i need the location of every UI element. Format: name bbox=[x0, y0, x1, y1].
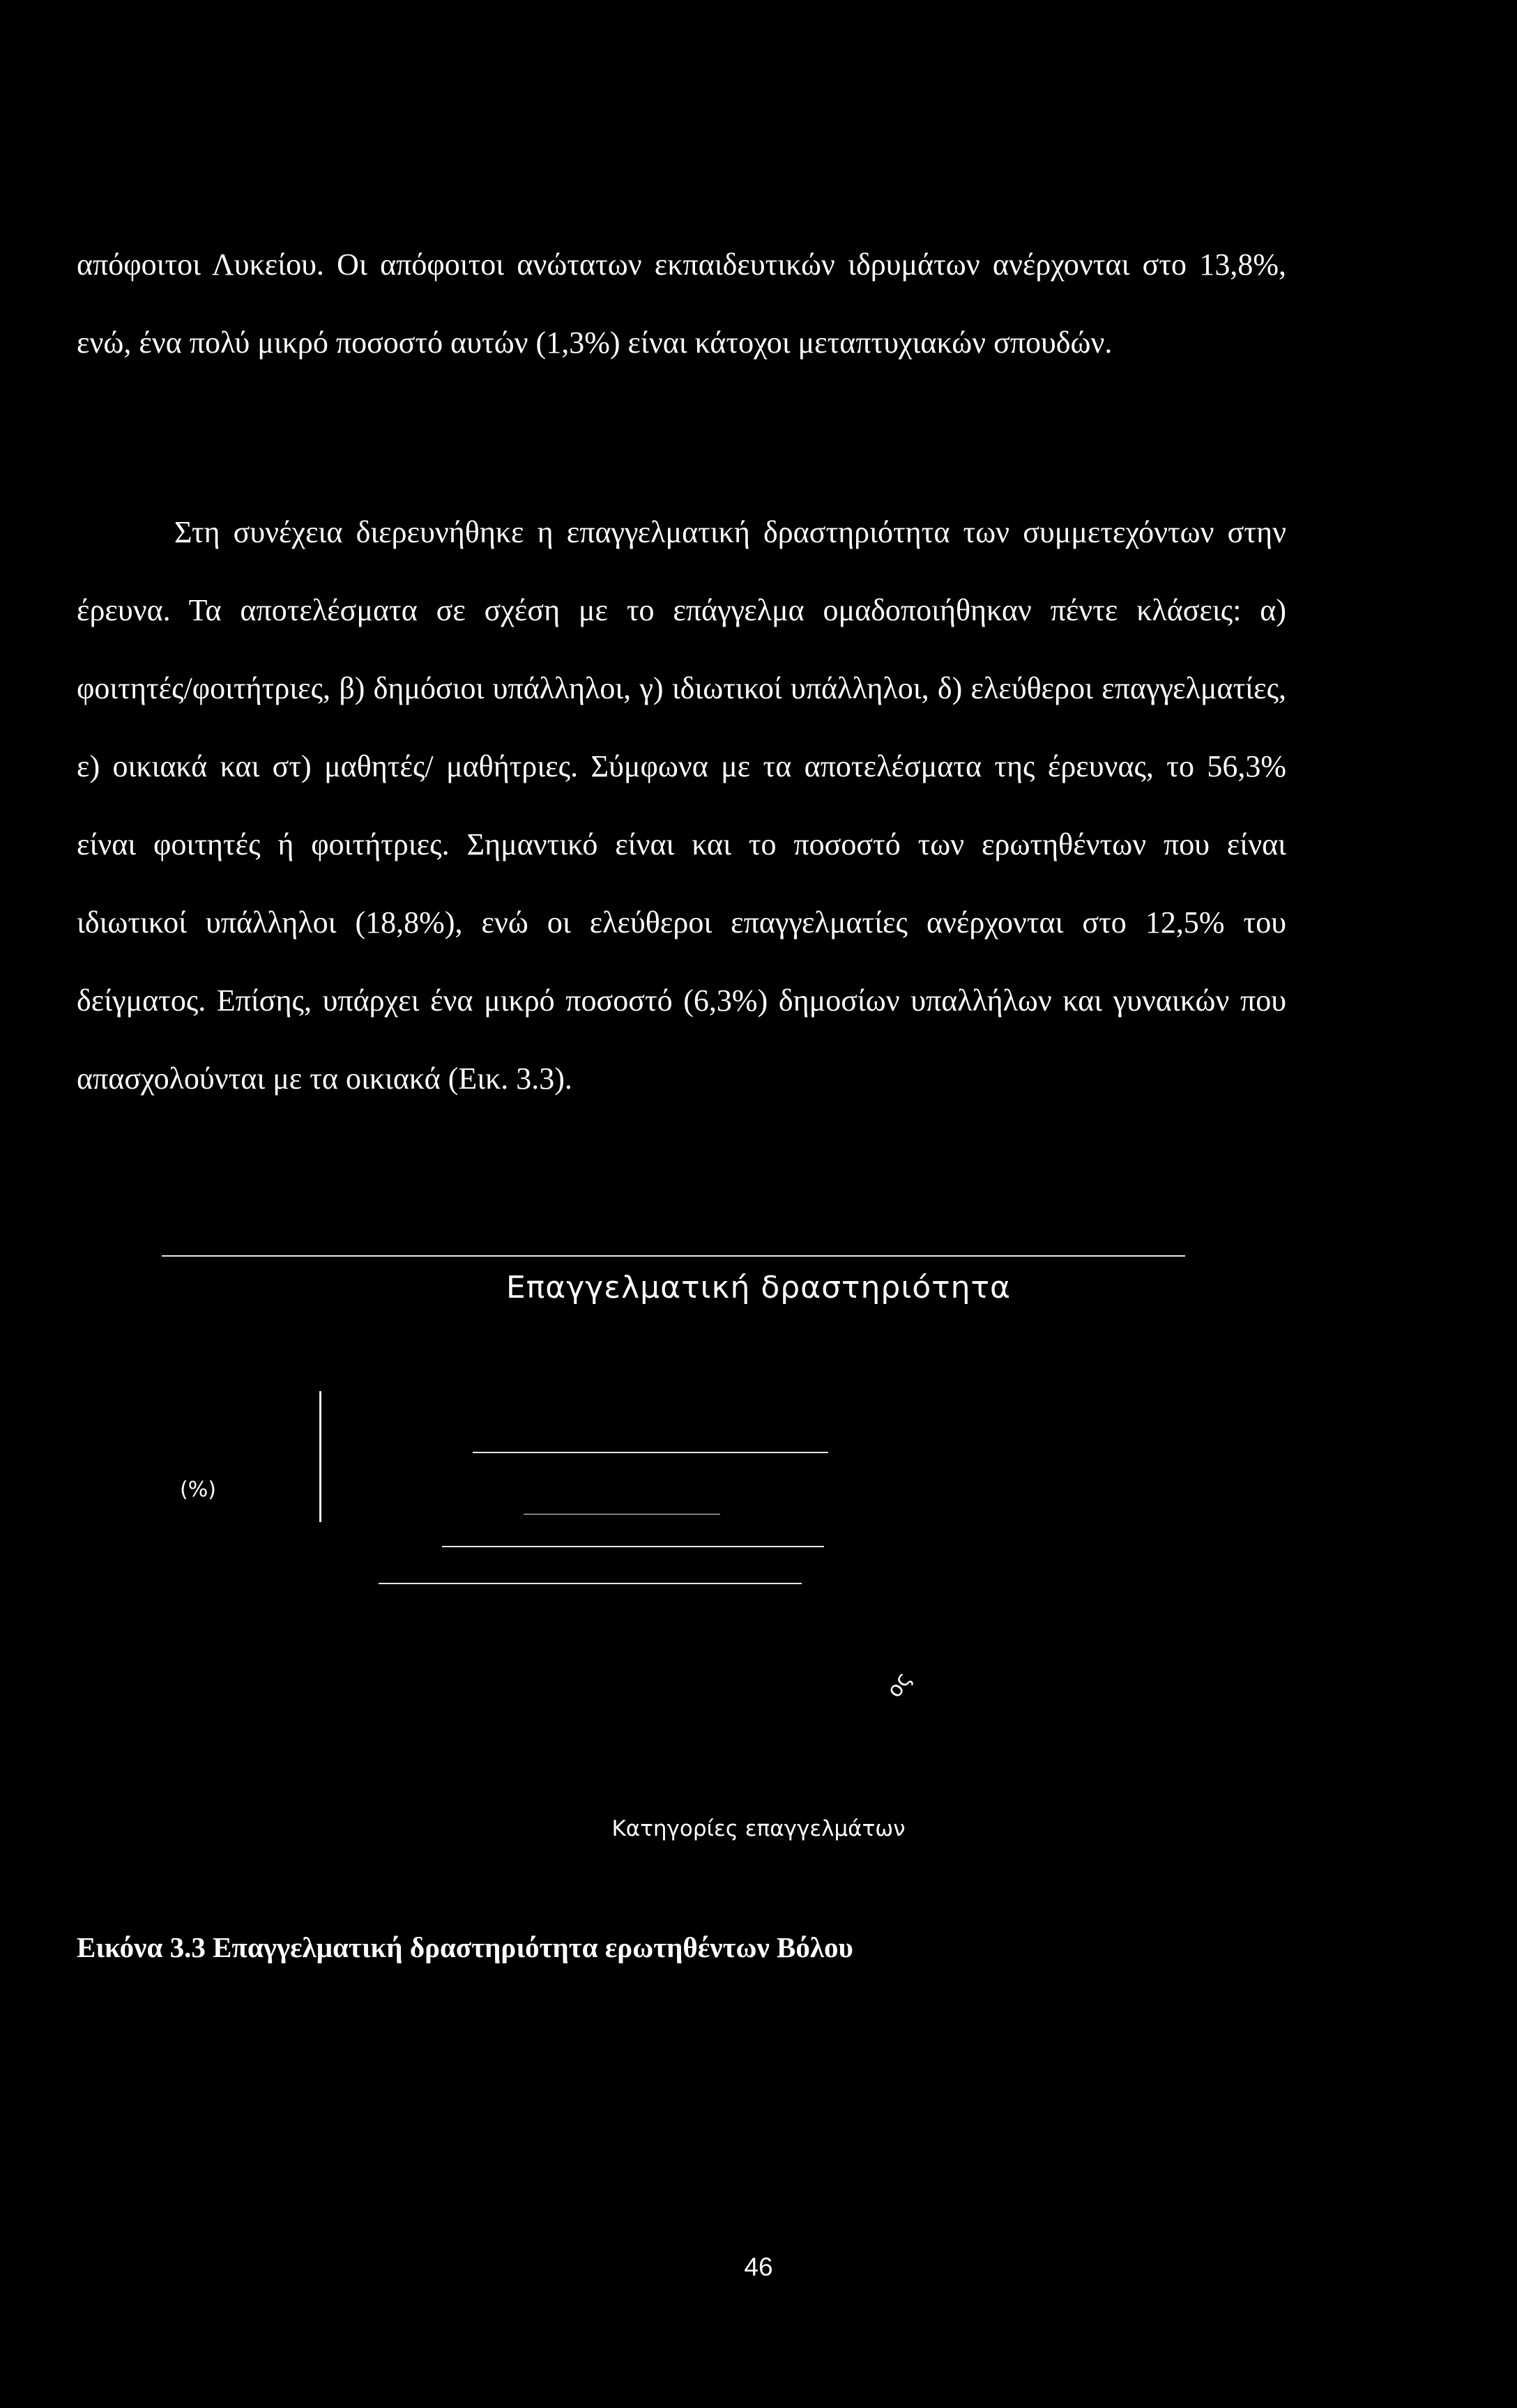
chart-gridline bbox=[442, 1546, 824, 1547]
figure-caption: Εικόνα 3.3 Επαγγελματική δραστηριότητα ερωτηθέντων Βόλου bbox=[77, 1931, 853, 1963]
chart-tick-label: ος bbox=[882, 1667, 917, 1703]
page-number: 46 bbox=[744, 2253, 773, 2281]
chart-y-axis bbox=[319, 1391, 321, 1522]
chart-top-border bbox=[162, 1255, 1185, 1257]
chart-y-axis-label: (%) bbox=[180, 1478, 216, 1502]
body-paragraph-2: Στη συνέχεια διερευνήθηκε η επαγγελματική δραστηριότητα των συμμετεχόντων στην έρευνα. Τα αποτελέσματα σε σχέση με το επάγγελμα ομαδοποιήθηκαν πέντε κλάσεις: α) φοιτητές/φοιτήτριες, β) δημόσιοι υπάλληλοι, γ) ιδιωτικοί υπάλληλοι, δ) ελεύθεροι επαγγελματίες, ε) οικιακά και στ) μαθητές/ μαθήτριες. Σύμφωνα με τα αποτελέσματα της έρευνας, το 56,3% είναι φοιτητές ή φοιτήτριες. Σημαντικό είναι και το ποσοστό των ερωτηθέντων που είναι ιδιωτικοί υπάλληλοι (18,8%), ενώ οι ελεύθεροι επαγγελματίες ανέρχονται στο 12,5% του δείγματος. Επίσης, υπάρχει ένα μικρό ποσοστό (6,3%) δημοσίων υπαλλήλων και γυναικών που απασχολούνται με τα οικιακά (Εικ. 3.3). bbox=[77, 515, 1286, 1096]
chart-x-axis-label: Κατηγορίες επαγγελμάτων bbox=[611, 1816, 906, 1841]
chart-gridline bbox=[379, 1583, 802, 1584]
chart-title: Επαγγελματική δραστηριότητα bbox=[505, 1270, 1012, 1305]
body-paragraph-1: απόφοιτοι Λυκείου. Οι απόφοιτοι ανώτατων εκπαιδευτικών ιδρυμάτων ανέρχονται στο 13,8%, ενώ, ένα πολύ μικρό ποσοστό αυτών (1,3%) είναι κάτοχοι μεταπτυχιακών σπουδών. bbox=[77, 247, 1286, 360]
chart-gridline bbox=[473, 1452, 828, 1453]
